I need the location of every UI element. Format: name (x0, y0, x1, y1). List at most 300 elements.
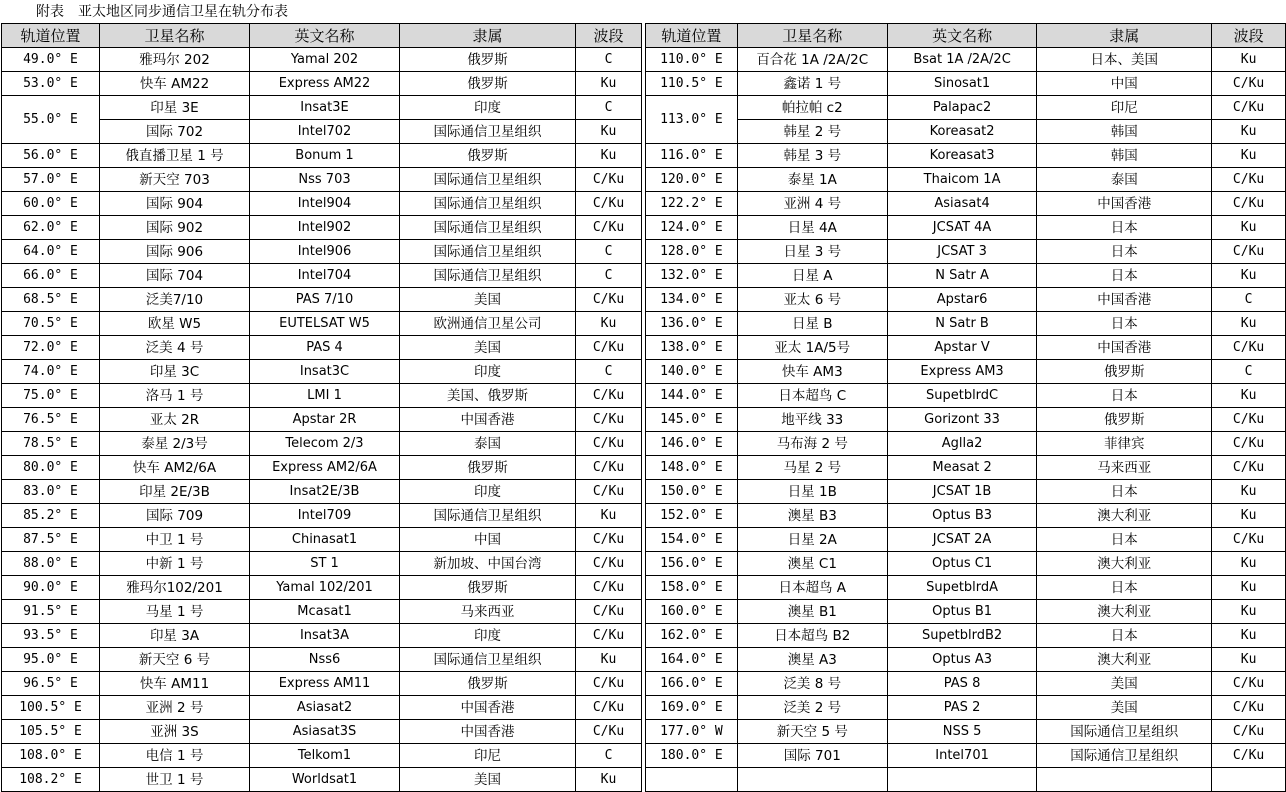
table-row (2, 768, 642, 792)
table-row (2, 360, 642, 384)
cell-english-name: Nss6 (250, 648, 400, 672)
cell-band: C/Ku (1212, 528, 1286, 552)
cell-owner: 国际通信卫星组织 (400, 216, 576, 240)
cell-band: Ku (1212, 576, 1286, 600)
cell-english-name: Optus B1 (887, 600, 1037, 624)
cell-band: C/Ku (1212, 432, 1286, 456)
cell-owner: 印度 (400, 480, 576, 504)
table-row (646, 552, 1286, 576)
cell-satellite-name: 国际 906 (100, 240, 250, 264)
cell-english-name: Intel709 (250, 504, 400, 528)
cell-satellite-name: 新天空 5 号 (737, 720, 887, 744)
cell-english-name: PAS 2 (887, 696, 1037, 720)
cell-band: C/Ku (576, 480, 642, 504)
table-row (646, 672, 1286, 696)
cell-owner: 印度 (400, 624, 576, 648)
cell-owner: 俄罗斯 (1037, 408, 1212, 432)
cell-orbit-position: 132.0° E (646, 264, 738, 288)
cell-orbit-position: 100.5° E (2, 696, 100, 720)
cell-orbit-position: 91.5° E (2, 600, 100, 624)
table-row (646, 144, 1286, 168)
header-english-name: 英文名称 (887, 24, 1037, 48)
cell-owner: 印尼 (1037, 96, 1212, 120)
cell-band (1212, 768, 1286, 792)
cell-orbit-position: 122.2° E (646, 192, 738, 216)
cell-orbit-position: 49.0° E (2, 48, 100, 72)
cell-english-name: Asiasat3S (250, 720, 400, 744)
orbit-table-left (1, 23, 642, 792)
cell-satellite-name: 国际 701 (737, 744, 887, 768)
cell-satellite-name: 鑫诺 1 号 (737, 72, 887, 96)
cell-band: Ku (1212, 648, 1286, 672)
cell-orbit-position: 152.0° E (646, 504, 738, 528)
table-row (2, 432, 642, 456)
cell-band: C/Ku (576, 384, 642, 408)
cell-english-name: Koreasat3 (887, 144, 1037, 168)
table-row (646, 480, 1286, 504)
cell-band: C (576, 264, 642, 288)
table-row (2, 672, 642, 696)
cell-owner: 新加坡、中国台湾 (400, 552, 576, 576)
table-row (2, 456, 642, 480)
cell-band: C/Ku (576, 408, 642, 432)
cell-english-name: Insat3A (250, 624, 400, 648)
cell-band: Ku (1212, 504, 1286, 528)
cell-owner: 澳大利亚 (1037, 648, 1212, 672)
cell-satellite-name: 新天空 703 (100, 168, 250, 192)
cell-orbit-position: 148.0° E (646, 456, 738, 480)
cell-satellite-name: 马星 1 号 (100, 600, 250, 624)
cell-english-name: Thaicom 1A (887, 168, 1037, 192)
cell-english-name: Express AM22 (250, 72, 400, 96)
cell-satellite-name: 雅玛尔 202 (100, 48, 250, 72)
cell-satellite-name: 印星 2E/3B (100, 480, 250, 504)
table-row (646, 96, 1286, 120)
cell-orbit-position: 87.5° E (2, 528, 100, 552)
table-header-row (2, 24, 642, 48)
cell-band: Ku (1212, 600, 1286, 624)
cell-english-name: Aglla2 (887, 432, 1037, 456)
cell-orbit-position: 95.0° E (2, 648, 100, 672)
cell-english-name: LMI 1 (250, 384, 400, 408)
cell-orbit-position: 64.0° E (2, 240, 100, 264)
cell-band: Ku (1212, 144, 1286, 168)
cell-orbit-position: 156.0° E (646, 552, 738, 576)
table-row (2, 408, 642, 432)
table-row (646, 720, 1286, 744)
cell-english-name: N Satr A (887, 264, 1037, 288)
cell-owner: 日本 (1037, 264, 1212, 288)
table-header-row (646, 24, 1286, 48)
cell-satellite-name: 亚太 2R (100, 408, 250, 432)
cell-owner: 泰国 (1037, 168, 1212, 192)
cell-english-name: Yamal 102/201 (250, 576, 400, 600)
cell-orbit-position: 55.0° E (2, 96, 100, 144)
cell-satellite-name: 澳星 B3 (737, 504, 887, 528)
table-row (2, 624, 642, 648)
cell-english-name: Express AM2/6A (250, 456, 400, 480)
cell-english-name: PAS 7/10 (250, 288, 400, 312)
cell-satellite-name: 印星 3C (100, 360, 250, 384)
cell-orbit-position: 160.0° E (646, 600, 738, 624)
cell-band: Ku (1212, 552, 1286, 576)
cell-satellite-name: 印星 3E (100, 96, 250, 120)
cell-orbit-position: 108.2° E (2, 768, 100, 792)
cell-english-name: Intel906 (250, 240, 400, 264)
table-row (2, 168, 642, 192)
cell-satellite-name: 帕拉帕 c2 (737, 96, 887, 120)
table-row (2, 96, 642, 120)
cell-orbit-position: 88.0° E (2, 552, 100, 576)
cell-band: C/Ku (1212, 696, 1286, 720)
cell-satellite-name: 日本超鸟 A (737, 576, 887, 600)
table-row (2, 504, 642, 528)
cell-orbit-position: 138.0° E (646, 336, 738, 360)
cell-band: C/Ku (576, 696, 642, 720)
table-row (646, 264, 1286, 288)
cell-owner: 国际通信卫星组织 (400, 264, 576, 288)
cell-owner: 日本 (1037, 312, 1212, 336)
cell-satellite-name: 日星 1B (737, 480, 887, 504)
cell-owner: 美国 (400, 288, 576, 312)
cell-english-name: SupetblrdC (887, 384, 1037, 408)
table-row (646, 624, 1286, 648)
table-row (646, 240, 1286, 264)
cell-orbit-position: 150.0° E (646, 480, 738, 504)
cell-orbit-position: 162.0° E (646, 624, 738, 648)
cell-band: C/Ku (1212, 72, 1286, 96)
table-row (646, 576, 1286, 600)
cell-orbit-position: 110.5° E (646, 72, 738, 96)
cell-owner: 中国香港 (1037, 192, 1212, 216)
header-owner: 隶属 (400, 24, 576, 48)
cell-satellite-name: 澳星 C1 (737, 552, 887, 576)
cell-owner: 韩国 (1037, 120, 1212, 144)
cell-orbit-position: 180.0° E (646, 744, 738, 768)
cell-english-name: Intel902 (250, 216, 400, 240)
cell-owner: 美国 (400, 336, 576, 360)
cell-satellite-name: 澳星 B1 (737, 600, 887, 624)
cell-owner: 泰国 (400, 432, 576, 456)
cell-satellite-name: 国际 702 (100, 120, 250, 144)
cell-band: Ku (576, 768, 642, 792)
cell-english-name: Intel701 (887, 744, 1037, 768)
cell-english-name: Asiasat4 (887, 192, 1037, 216)
cell-owner: 日本、美国 (1037, 48, 1212, 72)
cell-orbit-position: 74.0° E (2, 360, 100, 384)
table-row (646, 768, 1286, 792)
cell-english-name: Sinosat1 (887, 72, 1037, 96)
table-row (2, 576, 642, 600)
cell-orbit-position: 110.0° E (646, 48, 738, 72)
table-row (2, 720, 642, 744)
cell-owner: 澳大利亚 (1037, 600, 1212, 624)
cell-satellite-name: 世卫 1 号 (100, 768, 250, 792)
cell-satellite-name: 亚洲 3S (100, 720, 250, 744)
cell-band: C/Ku (1212, 240, 1286, 264)
cell-english-name: Insat3C (250, 360, 400, 384)
cell-english-name: Nss 703 (250, 168, 400, 192)
cell-satellite-name: 中新 1 号 (100, 552, 250, 576)
cell-satellite-name: 马星 2 号 (737, 456, 887, 480)
cell-orbit-position: 83.0° E (2, 480, 100, 504)
cell-band: C (1212, 360, 1286, 384)
cell-satellite-name (737, 768, 887, 792)
table-row (646, 192, 1286, 216)
cell-owner: 韩国 (1037, 144, 1212, 168)
cell-satellite-name: 国际 704 (100, 264, 250, 288)
cell-orbit-position: 85.2° E (2, 504, 100, 528)
table-row (2, 480, 642, 504)
cell-satellite-name: 泛美 2 号 (737, 696, 887, 720)
cell-owner: 马来西亚 (400, 600, 576, 624)
cell-band: C (1212, 288, 1286, 312)
table-row (2, 144, 642, 168)
cell-owner: 国际通信卫星组织 (1037, 744, 1212, 768)
cell-band: C/Ku (1212, 96, 1286, 120)
cell-band: Ku (1212, 480, 1286, 504)
cell-owner: 日本 (1037, 528, 1212, 552)
cell-band: C/Ku (576, 432, 642, 456)
cell-band: C (576, 96, 642, 120)
table-row (646, 528, 1286, 552)
cell-orbit-position: 96.5° E (2, 672, 100, 696)
table-row (646, 288, 1286, 312)
cell-band: Ku (576, 144, 642, 168)
table-row (2, 744, 642, 768)
header-orbit-position: 轨道位置 (646, 24, 738, 48)
cell-band: Ku (1212, 120, 1286, 144)
cell-orbit-position: 108.0° E (2, 744, 100, 768)
cell-band: Ku (1212, 384, 1286, 408)
cell-band: Ku (576, 504, 642, 528)
cell-satellite-name: 泛美 8 号 (737, 672, 887, 696)
cell-band: C/Ku (576, 600, 642, 624)
cell-orbit-position: 72.0° E (2, 336, 100, 360)
table-row (646, 384, 1286, 408)
cell-orbit-position: 56.0° E (2, 144, 100, 168)
cell-owner: 马来西亚 (1037, 456, 1212, 480)
cell-satellite-name: 新天空 6 号 (100, 648, 250, 672)
cell-owner: 印尼 (400, 744, 576, 768)
cell-band: C (576, 360, 642, 384)
cell-english-name: Mcasat1 (250, 600, 400, 624)
cell-english-name: Yamal 202 (250, 48, 400, 72)
cell-orbit-position: 140.0° E (646, 360, 738, 384)
cell-english-name: Optus C1 (887, 552, 1037, 576)
cell-english-name: Express AM11 (250, 672, 400, 696)
cell-band: C/Ku (576, 288, 642, 312)
cell-satellite-name: 泛美 4 号 (100, 336, 250, 360)
cell-band: C/Ku (576, 456, 642, 480)
cell-english-name: Bsat 1A /2A/2C (887, 48, 1037, 72)
cell-satellite-name: 亚太 6 号 (737, 288, 887, 312)
cell-satellite-name: 地平线 33 (737, 408, 887, 432)
table-row (2, 648, 642, 672)
cell-english-name: Express AM3 (887, 360, 1037, 384)
table-row (2, 336, 642, 360)
cell-band: C/Ku (1212, 456, 1286, 480)
cell-owner: 美国 (1037, 696, 1212, 720)
cell-owner: 菲律宾 (1037, 432, 1212, 456)
cell-band: Ku (576, 648, 642, 672)
table-row (2, 240, 642, 264)
cell-owner (1037, 768, 1212, 792)
cell-band: C/Ku (576, 216, 642, 240)
cell-satellite-name: 泛美7/10 (100, 288, 250, 312)
cell-owner: 中国香港 (1037, 288, 1212, 312)
cell-english-name: ST 1 (250, 552, 400, 576)
cell-english-name: JCSAT 1B (887, 480, 1037, 504)
cell-english-name: Worldsat1 (250, 768, 400, 792)
cell-satellite-name: 俄直播卫星 1 号 (100, 144, 250, 168)
cell-orbit-position: 62.0° E (2, 216, 100, 240)
cell-orbit-position: 177.0° W (646, 720, 738, 744)
cell-orbit-position: 154.0° E (646, 528, 738, 552)
table-row (2, 192, 642, 216)
cell-band: C/Ku (1212, 672, 1286, 696)
cell-english-name: PAS 8 (887, 672, 1037, 696)
cell-english-name: N Satr B (887, 312, 1037, 336)
table-row (2, 48, 642, 72)
cell-orbit-position: 128.0° E (646, 240, 738, 264)
cell-english-name: SupetblrdA (887, 576, 1037, 600)
cell-orbit-position: 70.5° E (2, 312, 100, 336)
cell-satellite-name: 日星 B (737, 312, 887, 336)
table-row (646, 48, 1286, 72)
table-row (646, 120, 1286, 144)
cell-satellite-name: 快车 AM2/6A (100, 456, 250, 480)
cell-owner: 俄罗斯 (400, 456, 576, 480)
cell-satellite-name: 日星 A (737, 264, 887, 288)
table-row (646, 216, 1286, 240)
table-row (646, 456, 1286, 480)
cell-orbit-position: 78.5° E (2, 432, 100, 456)
cell-english-name: Telkom1 (250, 744, 400, 768)
cell-satellite-name: 亚太 1A/5号 (737, 336, 887, 360)
cell-orbit-position: 53.0° E (2, 72, 100, 96)
cell-owner: 国际通信卫星组织 (400, 120, 576, 144)
cell-owner: 澳大利亚 (1037, 552, 1212, 576)
cell-owner: 俄罗斯 (400, 48, 576, 72)
table-row (2, 72, 642, 96)
cell-english-name: Palapac2 (887, 96, 1037, 120)
cell-satellite-name: 泰星 1A (737, 168, 887, 192)
header-satellite-name: 卫星名称 (737, 24, 887, 48)
table-row (2, 288, 642, 312)
cell-orbit-position: 164.0° E (646, 648, 738, 672)
cell-orbit-position: 144.0° E (646, 384, 738, 408)
cell-orbit-position: 68.5° E (2, 288, 100, 312)
cell-owner: 日本 (1037, 240, 1212, 264)
cell-satellite-name: 快车 AM3 (737, 360, 887, 384)
table-row (2, 312, 642, 336)
table-caption: 附表 亚太地区同步通信卫星在轨分布表 (36, 4, 288, 20)
cell-english-name: Bonum 1 (250, 144, 400, 168)
cell-orbit-position: 93.5° E (2, 624, 100, 648)
cell-satellite-name: 日本超鸟 B2 (737, 624, 887, 648)
cell-english-name: NSS 5 (887, 720, 1037, 744)
table-row (646, 408, 1286, 432)
cell-orbit-position (646, 768, 738, 792)
cell-satellite-name: 百合花 1A /2A/2C (737, 48, 887, 72)
cell-owner: 日本 (1037, 576, 1212, 600)
header-english-name: 英文名称 (250, 24, 400, 48)
table-row (2, 216, 642, 240)
table-row (2, 384, 642, 408)
cell-band: C (576, 240, 642, 264)
cell-satellite-name: 马布海 2 号 (737, 432, 887, 456)
cell-satellite-name: 澳星 A3 (737, 648, 887, 672)
cell-band: C/Ku (1212, 408, 1286, 432)
cell-owner: 中国香港 (1037, 336, 1212, 360)
cell-band: C/Ku (1212, 744, 1286, 768)
cell-owner: 美国 (1037, 672, 1212, 696)
cell-orbit-position: 90.0° E (2, 576, 100, 600)
cell-orbit-position: 80.0° E (2, 456, 100, 480)
cell-band: C/Ku (1212, 192, 1286, 216)
cell-english-name: JCSAT 2A (887, 528, 1037, 552)
table-row (646, 312, 1286, 336)
cell-band: C/Ku (576, 192, 642, 216)
cell-english-name: Measat 2 (887, 456, 1037, 480)
cell-satellite-name: 日星 3 号 (737, 240, 887, 264)
cell-satellite-name: 印星 3A (100, 624, 250, 648)
cell-band: C/Ku (576, 576, 642, 600)
cell-satellite-name: 洛马 1 号 (100, 384, 250, 408)
cell-orbit-position: 75.0° E (2, 384, 100, 408)
cell-english-name: Gorizont 33 (887, 408, 1037, 432)
cell-satellite-name: 国际 709 (100, 504, 250, 528)
table-row (646, 600, 1286, 624)
cell-orbit-position: 146.0° E (646, 432, 738, 456)
cell-orbit-position: 145.0° E (646, 408, 738, 432)
cell-satellite-name: 欧星 W5 (100, 312, 250, 336)
cell-band: C/Ku (576, 528, 642, 552)
cell-english-name (887, 768, 1037, 792)
cell-orbit-position: 66.0° E (2, 264, 100, 288)
cell-owner: 国际通信卫星组织 (400, 504, 576, 528)
cell-band: C/Ku (576, 720, 642, 744)
cell-owner: 国际通信卫星组织 (400, 192, 576, 216)
cell-band: Ku (1212, 48, 1286, 72)
cell-english-name: Apstar6 (887, 288, 1037, 312)
cell-english-name: Asiasat2 (250, 696, 400, 720)
table-row (2, 696, 642, 720)
cell-band: C/Ku (576, 168, 642, 192)
cell-english-name: Koreasat2 (887, 120, 1037, 144)
cell-owner: 国际通信卫星组织 (400, 648, 576, 672)
cell-orbit-position: 166.0° E (646, 672, 738, 696)
table-row (2, 552, 642, 576)
cell-band: C/Ku (576, 624, 642, 648)
cell-orbit-position: 134.0° E (646, 288, 738, 312)
cell-owner: 日本 (1037, 480, 1212, 504)
cell-orbit-position: 136.0° E (646, 312, 738, 336)
cell-orbit-position: 116.0° E (646, 144, 738, 168)
cell-english-name: Intel704 (250, 264, 400, 288)
cell-satellite-name: 日本超鸟 C (737, 384, 887, 408)
cell-orbit-position: 105.5° E (2, 720, 100, 744)
table-row (646, 696, 1286, 720)
cell-satellite-name: 中卫 1 号 (100, 528, 250, 552)
cell-english-name: EUTELSAT W5 (250, 312, 400, 336)
cell-owner: 欧洲通信卫星公司 (400, 312, 576, 336)
cell-satellite-name: 泰星 2/3号 (100, 432, 250, 456)
cell-orbit-position: 60.0° E (2, 192, 100, 216)
table-row (2, 600, 642, 624)
cell-owner: 美国、俄罗斯 (400, 384, 576, 408)
